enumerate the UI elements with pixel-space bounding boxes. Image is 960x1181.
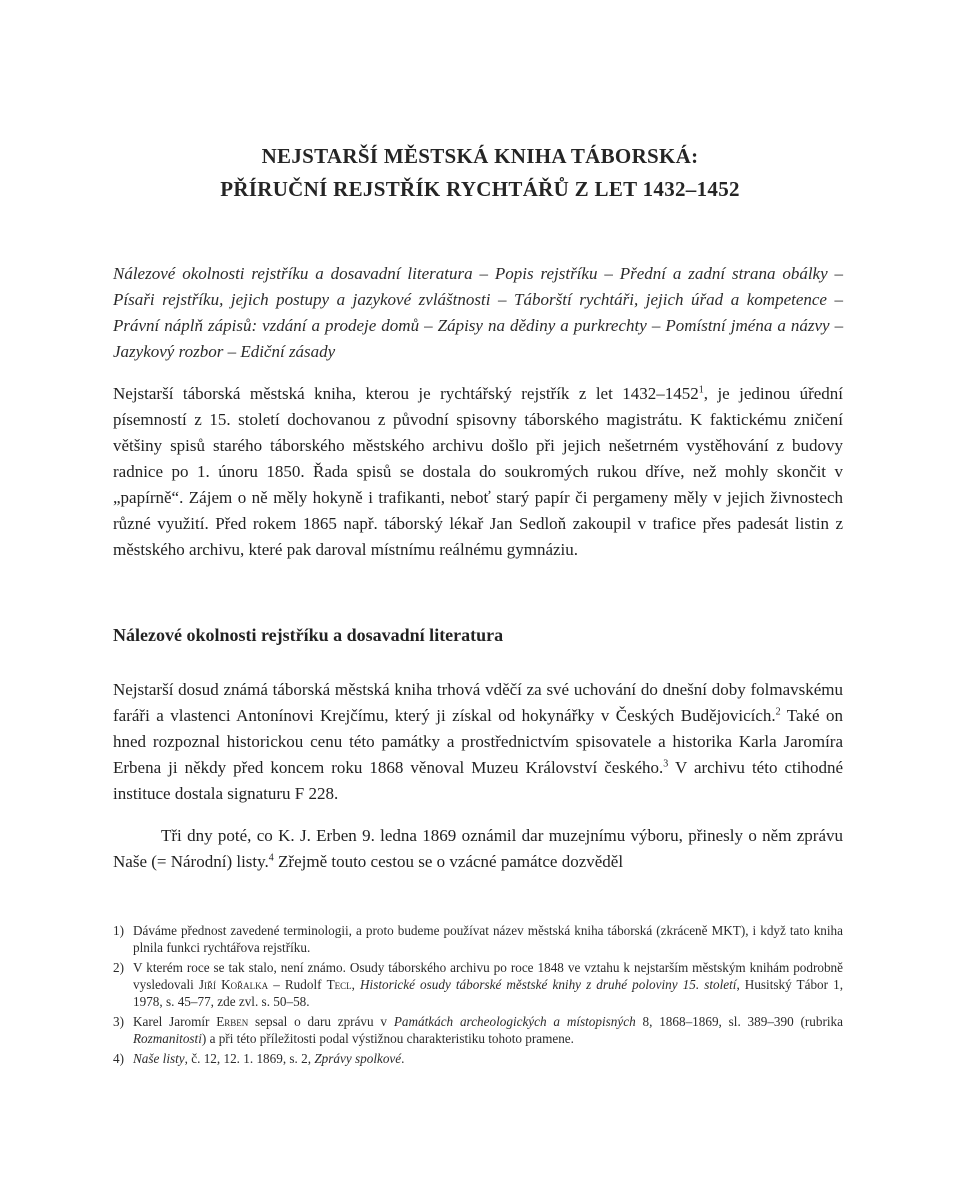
footnote-number: 4) — [113, 1051, 124, 1066]
work-title: Zprávy spolkové — [314, 1051, 402, 1066]
work-title: Historické osudy táborské městské knihy z druhé poloviny 15. století — [360, 977, 737, 992]
contents-item: Přední a zadní strana obálky — [619, 264, 828, 283]
work-title: Památkách archeologických a místopisných — [393, 1014, 636, 1029]
footnote-text: ) a při této příležitosti podal výstižnou charakteristiku tohoto pramene. — [201, 1031, 574, 1046]
footnote-text: Dáváme přednost zavedené terminologii, a proto budeme používat název městská kniha táborská (zkráceně MKT), i když tato kniha plnila funkci rychtářova rejstříku. — [133, 923, 843, 955]
contents-item: Táborští rychtáři, jejich úřad a kompetence — [514, 290, 827, 309]
footnote-2 — [113, 959, 843, 1010]
intro-text-1: Nejstarší táborská městská kniha, kterou je rychtářský rejstřík z let 1432–1452 — [113, 384, 699, 403]
intro-text-2: , je jedinou úřední písemností z 15. století dochovanou z původní spisovny táborského magistrátu. K faktickému zničení většiny spisů starého táborského městského archivu došlo při jejich nešetrném vystěhování z budovy radnice po 1. únoru 1850. Řada spisů se dostala do soukromých rukou dříve, než mohly skončit v „papírně“. Zájem o ně měly hokyně i trafikanti, neboť starý papír či pergameny měly v jejich živnostech různé využití. Před rokem 1865 např. táborský lékař Jan Sedloň zakoupil v trafice přes padesát listin z městského archivu, které pak daroval místnímu reálnému gymnáziu. — [113, 384, 843, 559]
footnotes — [113, 922, 843, 1070]
section-heading: Nálezové okolnosti rejstříku a dosavadní literatura — [113, 625, 504, 645]
contents-item: Nálezové okolnosti rejstříku a dosavadní literatura — [113, 264, 473, 283]
footnote-text: Karel Jaromír — [133, 1014, 217, 1029]
para3-text-1: Tři dny poté, co K. J. Erben 9. ledna 1869 oznámil dar muzejnímu výboru, přinesly o něm zprávu Naše (= Národní) listy. — [113, 826, 843, 871]
para3-text-2: Zřejmě touto cestou se o vzácné památce dozvěděl — [273, 852, 624, 871]
contents-separator: – — [604, 264, 613, 283]
title-line-2: PŘÍRUČNÍ REJSTŘÍK RYCHTÁŘŮ Z LET 1432–1452 — [220, 177, 740, 201]
footnote-text: 8, 1868–1869, sl. 389–390 (rubrika — [635, 1014, 843, 1029]
contents-separator: – — [227, 342, 237, 361]
contents-separator: – — [834, 316, 844, 335]
paragraph-3 — [113, 823, 843, 875]
footnote-text: , Husitský Tábor 1, 1978, s. 45–77, zde zvl. s. 50–58. — [133, 977, 844, 1009]
footnote-ref-3: 3 — [663, 758, 669, 770]
title-line-1: NEJSTARŠÍ MĚSTSKÁ KNIHA TÁBORSKÁ: — [261, 144, 699, 168]
contents-item: Popis rejstříku — [494, 264, 598, 283]
footnote-4 — [113, 1050, 843, 1067]
contents-item: Právní náplň zápisů: vzdání a prodeje domů — [113, 316, 420, 335]
footnote-number: 1) — [113, 923, 124, 938]
contents-separator: – — [651, 316, 661, 335]
contents-separator: – — [834, 290, 844, 309]
contents-separator: – — [424, 316, 433, 335]
footnote-text: – Rudolf — [268, 977, 327, 992]
author-name: Jiří Kořalka — [198, 977, 269, 992]
contents-item: Ediční zásady — [240, 342, 336, 361]
work-title: Naše listy — [133, 1051, 185, 1066]
contents-item: Pomístní jména a názvy — [665, 316, 830, 335]
footnote-text: , č. 12, 12. 1. 1869, s. 2, — [184, 1051, 315, 1066]
para2-text-2: Také on hned rozpoznal historickou cenu této památky a prostřednictvím spisovatele a historika Karla Jaromíra Erbena ji někdy před koncem roku 1868 věnoval Muzeu Království českého. — [113, 706, 843, 777]
article-title — [0, 140, 960, 206]
footnote-ref-4: 4 — [268, 852, 274, 864]
footnote-text: sepsal o daru zprávu v — [248, 1014, 394, 1029]
footnote-1 — [113, 922, 843, 956]
footnote-3 — [113, 1013, 843, 1047]
footnote-ref-1: 1 — [698, 384, 704, 396]
footnote-text: V kterém roce se tak stalo, není známo. Osudy táborského archivu po roce 1848 ve vztahu k nejstarším městským knihám podrobně vysledovali — [133, 960, 843, 992]
footnote-number: 2) — [113, 960, 124, 975]
footnote-text: , — [351, 977, 361, 992]
contents-summary — [113, 261, 843, 365]
contents-item: Písaři rejstříku, jejich postupy a jazykové zvláštnosti — [113, 290, 491, 309]
contents-separator: – — [498, 290, 507, 309]
contents-separator: – — [479, 264, 488, 283]
para2-text-3: V archivu této ctihodné instituce dostala signaturu F 228. — [113, 758, 843, 803]
contents-separator: – — [834, 264, 844, 283]
footnote-number: 3) — [113, 1014, 124, 1029]
author-name: Tecl — [326, 977, 352, 992]
footnote-ref-2: 2 — [775, 706, 781, 718]
intro-paragraph — [113, 381, 843, 563]
para2-text-1: Nejstarší dosud známá táborská městská kniha trhová vděčí za své uchování do dnešní doby folmavskému faráři a vlastenci Antonínovi Krejčímu, který ji získal od hokynářky v Českých Budějovicích. — [113, 680, 843, 725]
paragraph-2 — [113, 677, 843, 807]
contents-item: Zápisy na dědiny a purkrechty — [437, 316, 647, 335]
footnote-text: . — [401, 1051, 405, 1066]
work-title: Rozmanitosti — [133, 1031, 202, 1046]
author-name: Erben — [216, 1014, 249, 1029]
contents-item: Jazykový rozbor — [113, 342, 224, 361]
